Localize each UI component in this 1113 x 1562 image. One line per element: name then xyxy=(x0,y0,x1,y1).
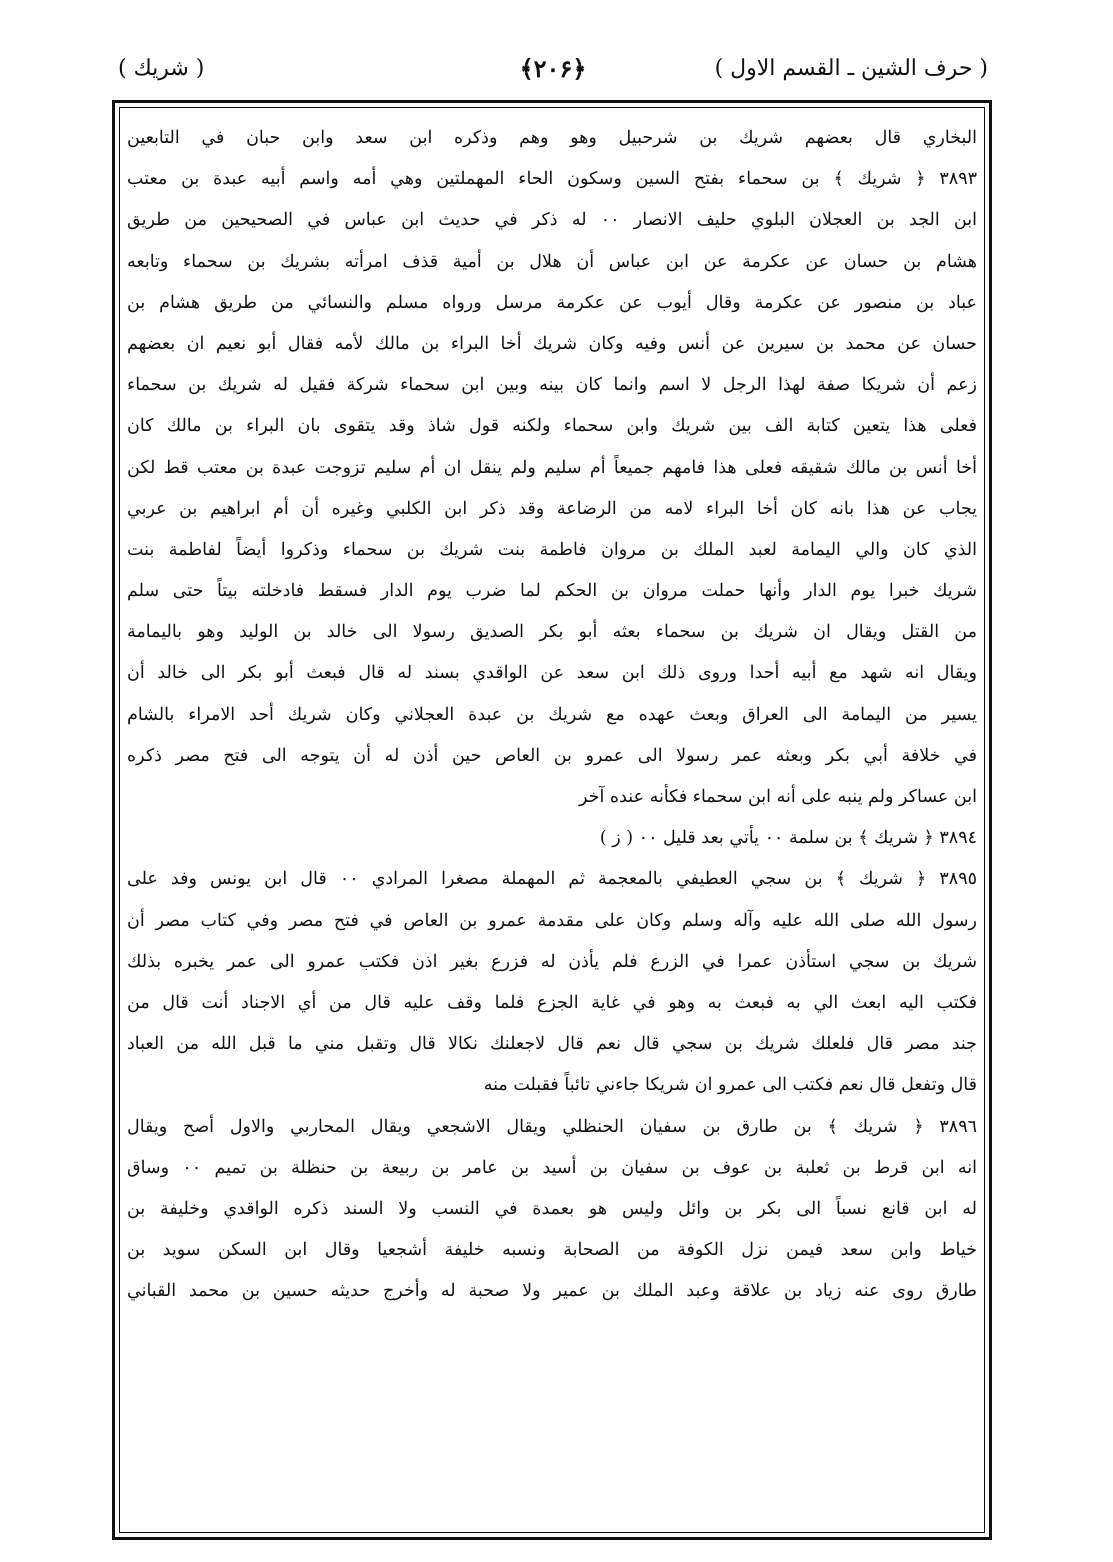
text-line: أخا أنس بن مالك شقيقه فعلى هذا فامهم جميعاً أم سليم ولم ينقل ان أم سليم تزوجت عبدة بن معتب قط لكن xyxy=(127,457,977,478)
text-line: في خلافة أبي بكر وبعثه عمر رسولا الى عمرو بن العاص حين أذن له أن يتوجه الى فتح مصر ذكره xyxy=(127,745,977,766)
text-line: ويقال انه شهد مع أبيه أحدا وروى ذلك ابن سعد عن الواقدي بسند له قال فبعث أبو بكر الى خالد أن xyxy=(127,663,977,684)
text-line: خياط وابن سعد فيمن نزل الكوفة من الصحابة ونسبه خليفة أشجعيا وقال ابن السكن سويد بن xyxy=(127,1240,977,1261)
text-line: الذي كان والي اليمامة لعبد الملك بن مروان فاطمة بنت شريك بن سحماء وذكروا أيضاً لفاطمة بنت xyxy=(127,539,977,560)
text-line: جند مصر قال فلعلك شريك بن سجي قال نعم قال لاجعلنك نكالا قال وتقبل مني ما قبل الله من العباد xyxy=(127,1034,977,1055)
text-line: يجاب عن هذا بانه كان أخا البراء لامه من الرضاعة وقد ذكر ابن الكلبي وغيره أن أم ابراهيم بن عربي xyxy=(127,498,977,519)
text-line: من القتل ويقال ان شريك بن سحماء بعثه أبو بكر الصديق رسولا الى خالد بن الوليد وهو باليمامة xyxy=(127,622,977,643)
text-line: زعم أن شريكا صفة لهذا الرجل لا اسم وانما كان بينه وبين ابن سحماء شركة فقيل له شريك بن سحماء xyxy=(127,375,977,396)
text-line: طارق روى عنه زياد بن علاقة وعبد الملك بن عمير ولا صحبة له وأخرج حديثه حسين بن محمد القباني xyxy=(127,1281,977,1302)
text-line: ابن عساكر ولم ينبه على أنه ابن سحماء فكأنه عنده آخر xyxy=(579,787,977,807)
chapter-title: ( حرف الشين ـ القسم الاول ) xyxy=(714,56,988,81)
text-line: فكتب اليه ابعث الي به فبعث به وهو في غاية الجزع فلما وقف عليه قال من أي الاجناد أنت قال من xyxy=(127,992,977,1013)
text-line: فعلى هذا يتعين كتابة الف بين شريك وابن سحماء ولكنه قول شاذ وقد يتقوى بان البراء بن مالك كان xyxy=(127,416,977,437)
text-line: البخاري قال بعضهم شريك بن شرحبيل وهو وهم وذكره ابن سعد وابن حبان في التابعين xyxy=(127,128,977,148)
entry-running-title: ( شريك ) xyxy=(118,56,205,81)
text-line: حسان عن محمد بن سيرين عن أنس وفيه وكان شريك أخا البراء بن مالك لأمه فقال أبو نعيم ان بعضهم xyxy=(127,333,977,354)
page-body-text xyxy=(127,118,977,1312)
entry-3895: ٣٨٩٥ ﴿ شريك ﴾ بن سجي العطيفي بالمعجمة ثم المهملة مصغرا المرادي ٠٠ قال ابن يونس وفد على xyxy=(127,869,977,890)
text-line: شريك خبرا يوم الدار وأنها حملت مروان بن الحكم لما ضرب يوم الدار فسقط فادخلته بيتاً حتى سلم xyxy=(127,581,977,602)
text-line: عباد بن منصور عن عكرمة وقال أيوب عن عكرمة مرسل ورواه مسلم والنسائي من طريق هشام بن xyxy=(127,292,977,313)
text-line: له ابن قانع نسباً الى بكر بن وائل وليس هو بعمدة في النسب ولا السند ذكره الواقدي وخليفة بن xyxy=(127,1198,977,1219)
text-line: قال وتفعل قال نعم فكتب الى عمرو ان شريكا جاءني تائباً فقبلت منه xyxy=(483,1075,977,1096)
page-number: ﴿۲۰۶﴾ xyxy=(519,54,587,83)
text-line: يسير من اليمامة الى العراق وبعث عهده مع شريك بن عبدة العجلاني وكان شريك أحد الامراء بالشام xyxy=(127,704,977,725)
text-line: هشام بن حسان عن عكرمة عن ابن عباس أن هلال بن أمية قذف امرأته بشريك بن سحماء وتابعه xyxy=(127,251,977,272)
text-line: رسول الله صلى الله عليه وآله وسلم وكان على مقدمة عمرو بن العاص في فتح مصر وفي كتاب مصر أن xyxy=(127,910,977,931)
entry-3896: ٣٨٩٦ ﴿ شريك ﴾ بن طارق بن سفيان الحنظلي ويقال الاشجعي ويقال المحاربي والاول أصح ويقال xyxy=(127,1116,977,1137)
entry-3894: ٣٨٩٤ ﴿ شريك ﴾ بن سلمة ٠٠ يأتي بعد قليل ٠٠ ( ز ) xyxy=(599,828,977,849)
text-line: شريك بن سجي استأذن عمرا في الزرع فلم يأذن له فزرع بغير اذن فكتب عمرو الى عمر يخبره بذلك xyxy=(127,951,977,972)
text-line: ابن الجد بن العجلان البلوي حليف الانصار ٠٠ له ذكر في حديث ابن عباس في الصحيحين من طريق xyxy=(127,210,977,231)
text-line: انه ابن قرط بن ثعلبة بن عوف بن سفيان بن أسيد بن عامر بن ربيعة بن حنظلة بن تميم ٠٠ وساق xyxy=(127,1157,977,1178)
text-line: ٣٨٩٣ ﴿ شريك ﴾ بن سحماء بفتح السين وسكون الحاء المهملتين وهي أمه واسم أبيه عبدة بن معتب xyxy=(127,169,977,190)
page-header xyxy=(118,52,988,92)
